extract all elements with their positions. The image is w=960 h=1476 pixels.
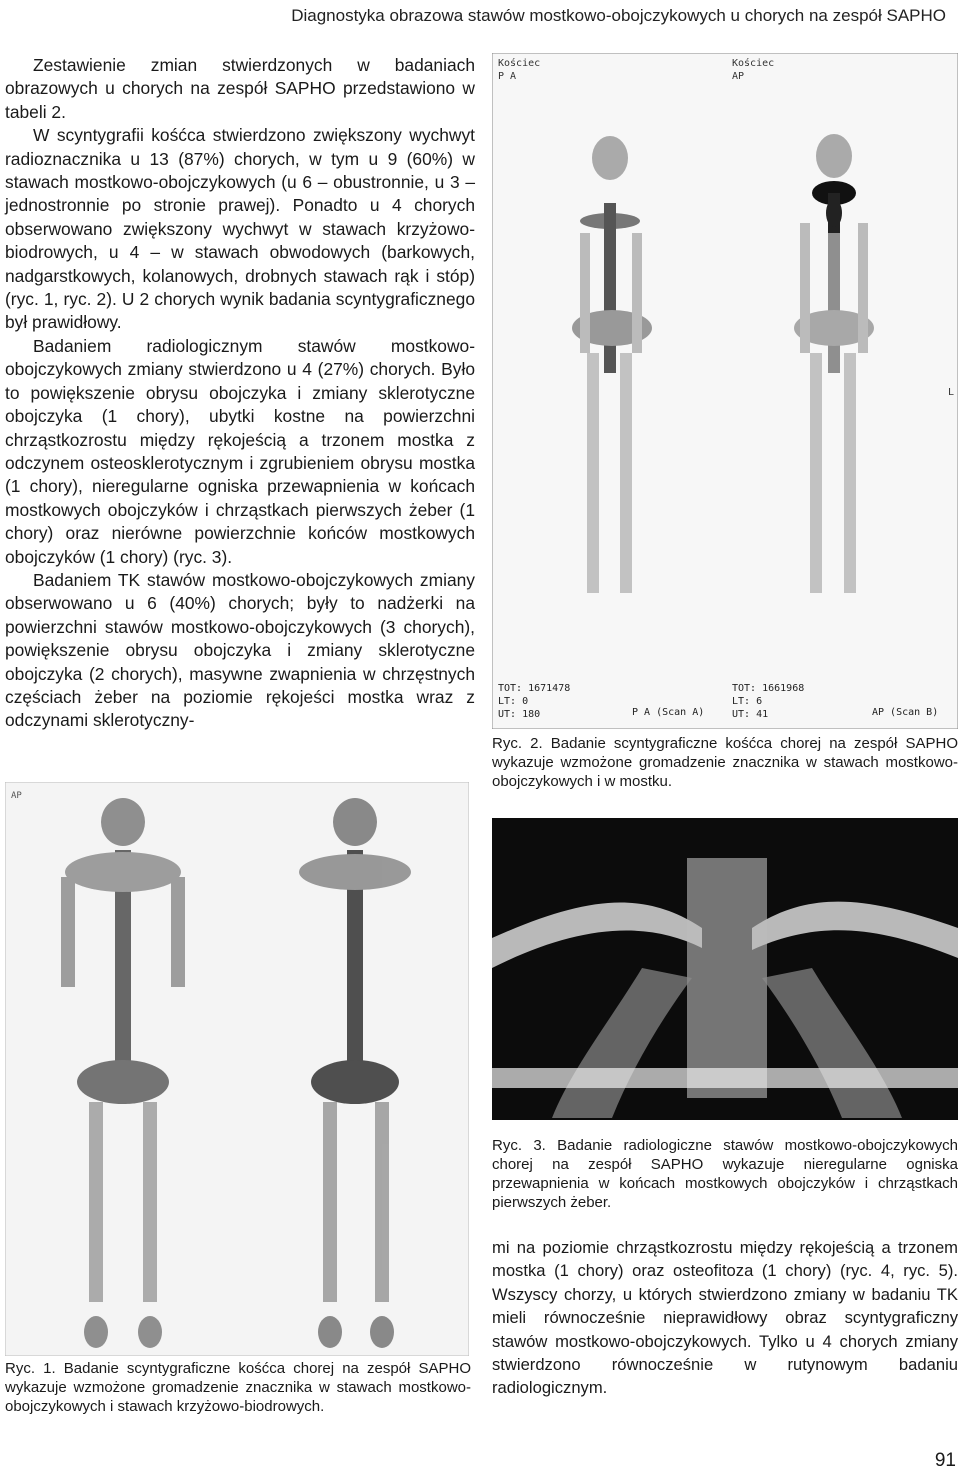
spine-shape	[687, 858, 767, 1098]
figure-1-caption: Ryc. 1. Badanie scyntygraficzne kośćca chorej na zespół SAPHO wykazuje wzmożone gromadzenie znacznika w stawach mostkowo-obojczykowych i stawach krzyżowo-biodrowych.	[5, 1360, 471, 1415]
figure-2-left-stat-2: LT: 0	[498, 696, 529, 707]
figure-2-side-marker: L	[948, 387, 955, 398]
figure-2-left-label-2: P A	[498, 71, 517, 82]
figure-2-left-stat-1: TOT: 1671478	[498, 683, 571, 694]
figure-2-right-stat-2: LT: 6	[732, 696, 763, 707]
running-header: Diagnostyka obrazowa stawów mostkowo-obojczykowych u chorych na zespół SAPHO	[291, 6, 946, 25]
figure-2-caption: Ryc. 2. Badanie scyntygraficzne kośćca chorej na zespół SAPHO wykazuje wzmożone gromadzenie znacznika w stawach mostkowo-obojczykowych i w mostku.	[492, 735, 958, 790]
paragraph-2: W scyntygrafii kośćca stwierdzono zwiększony wychwyt radioznacznika u 13 (87%) chorych, w tym u 9 (60%) w stawach mostkowo-obojczykowych (u 6 – obustronnie, u 3 – jednostronnie po stronie prawej). Ponadto u 4 chorych obserwowano zwiększony wychwyt w stawach krzyżowo-biodrowych, u 4 – w stawach obwodowych (barkowych, nadgarstkowych, kolanowych, drobnych stawach rąk i stóp) (ryc. 1, ryc. 2). U 2 chorych wynik badania scyntygraficznego był prawidłowy.	[5, 125, 475, 333]
right-continuation-text: mi na poziomie chrząstkozrostu między rękojeścią a trzonem mostka (1 chory) oraz osteofitoza (1 chory) (ryc. 4, ryc. 5). Wszyscy chorzy, u których stwierdzono zmiany w badaniu TK mieli równocześnie nieprawidłowy obraz scyntygraficzny stawów mostkowo-obojczykowych. Tylko u 4 chorych zmiany stwierdzono równocześnie w rutynowym badaniu radiologicznym.	[492, 1238, 958, 1398]
figure-2-right-scan-label: AP (Scan B)	[872, 707, 939, 718]
paragraph-4: Badaniem TK stawów mostkowo-obojczykowych zmiany obserwowano u 6 (40%) chorych; były to nadżerki na powierzchni stawów mostkowo-obojczykowych (3 chorych), powiększenie obrysu obojczyka i zmiany sklerotyczne obojczyka (2 chorych), masywne zwapnienia w chrzęstnych częściach żeber na poziomie rękojeści mostka wraz z odczynami sklerotyczny-	[5, 569, 475, 731]
figure-2-right-label-1: Kościec	[732, 58, 775, 69]
paragraph-3: Badaniem radiologicznym stawów mostkowo-obojczykowych zmiany stwierdzono u 4 (27%) chorych. Było to powiększenie obrysu obojczyka i zmiany sklerotyczne obojczyka (1 chory), ubytki kostne na powierzchni chrząstkozrostu między rękojeścią a trzonem mostka z odczynem osteosklerotycznym i zgrubieniem obrysu mostka (1 chory), nieregularne ogniska przewapnienia w końcach mostkowych obojczyków i chrząstkach pierwszych żeber (1 chory) oraz nierówne powierzchnie końców mostkowych obojczyków (1 chory) (ryc. 3).	[5, 335, 475, 567]
figure-2-right-stat-1: TOT: 1661968	[732, 683, 805, 694]
paragraph-1: Zestawienie zmian stwierdzonych w badaniach obrazowych u chorych na zespół SAPHO przedstawiono w tabeli 2.	[5, 55, 475, 122]
bright-band	[492, 1068, 958, 1088]
figure-2-image	[492, 53, 958, 729]
figure-2-svg	[492, 53, 958, 729]
figure-2-right-stat-3: UT: 41	[732, 709, 769, 720]
figure-1-svg	[5, 782, 469, 1356]
figure-2-left-label-1: Kościec	[498, 58, 541, 69]
figure-1-corner-label: AP	[11, 791, 22, 801]
figure-2-left-stat-3: UT: 180	[498, 709, 541, 720]
figure-3-caption: Ryc. 3. Badanie radiologiczne stawów mostkowo-obojczykowych chorej na zespół SAPHO wykazuje nieregularne ogniska przewapnienia w końcach mostkowych obojczyków i chrząstkach pierwszych żeber.	[492, 1137, 958, 1211]
page-number: 91	[934, 1450, 956, 1471]
figure-2-right-label-2: AP	[732, 71, 745, 82]
figure-1-image	[5, 782, 469, 1356]
left-text-column	[5, 54, 475, 733]
figure-2-left-scan-label: P A (Scan A)	[632, 707, 705, 718]
figure-3-image	[492, 818, 958, 1120]
figure-3-svg	[492, 818, 958, 1120]
